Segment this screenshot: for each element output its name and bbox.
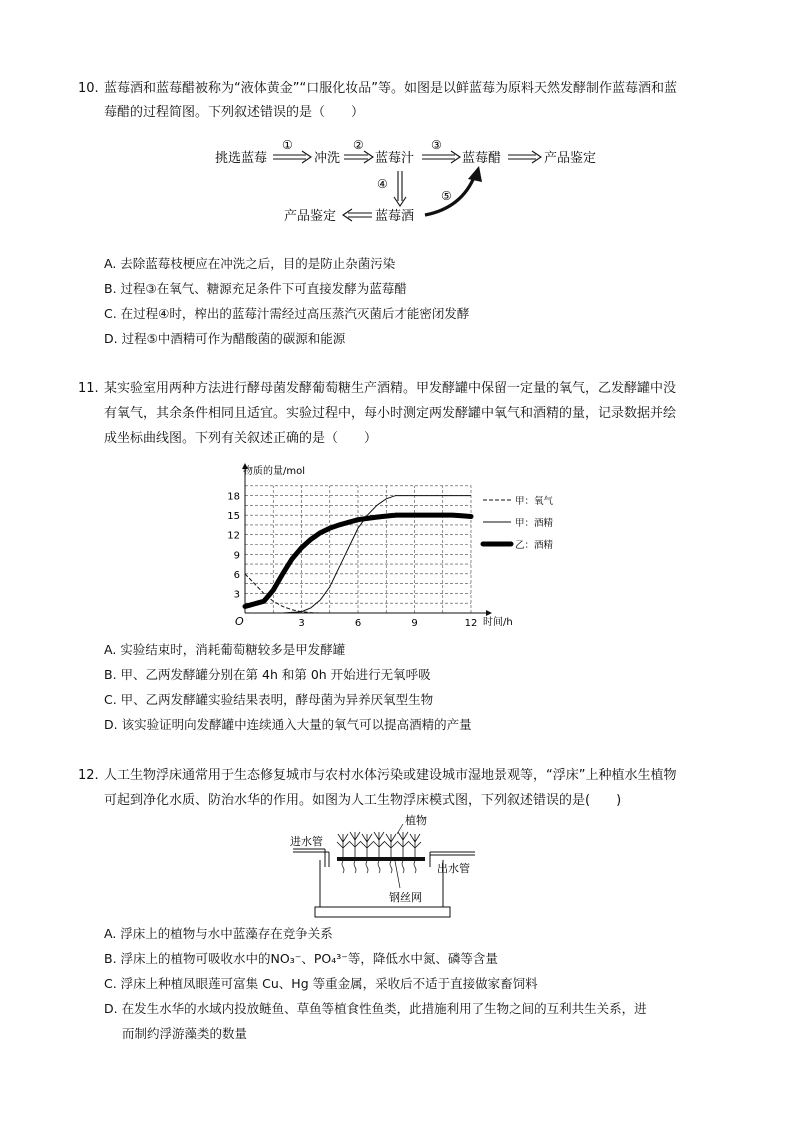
curved-arrow-head <box>468 166 482 182</box>
step-label-5: ⑤ <box>441 189 452 203</box>
option-b: B. 甲、乙两发酵罐分别在第 4h 和第 0h 开始进行无氧呼吸 <box>104 667 431 682</box>
label-outlet: 出水管 <box>437 862 470 875</box>
question-number: 10. <box>78 81 99 96</box>
double-arrow-2 <box>344 151 373 163</box>
step-label-1: ① <box>282 138 293 152</box>
option-d: D. 在发生水华的水域内投放鲢鱼、草鱼等植食性鱼类，此措施利用了生物之间的互利共生关系，进 <box>104 1001 647 1016</box>
option-a: A. 去除蓝莓枝梗应在冲洗之后，目的是防止杂菌污染 <box>104 256 396 271</box>
question-stem: 有氧气，其余条件相同且适宜。实验过程中，每小时测定两发酵罐中氧气和酒精的量，记录数据并绘 <box>104 406 677 421</box>
option-a: A. 实验结束时，消耗葡萄糖较多是甲发酵罐 <box>104 642 346 657</box>
flow-node-juice: 蓝莓汁 <box>375 151 415 166</box>
flow-node-identify-2: 产品鉴定 <box>284 209 337 224</box>
floating-bed <box>337 857 425 861</box>
double-arrow-down <box>394 171 406 206</box>
flow-node-identify: 产品鉴定 <box>544 151 597 166</box>
step-label-3: ③ <box>431 138 442 152</box>
double-arrow-1 <box>273 151 311 163</box>
tank-base <box>315 907 450 917</box>
question-stem: 蓝莓酒和蓝莓醋被称为“液体黄金”“口服化妆品”等。如图是以鲜蓝莓为原料天然发酵制作蓝莓酒和蓝 <box>104 81 677 96</box>
double-arrow-left <box>343 209 372 221</box>
x-tick-label: 9 <box>411 618 418 629</box>
step-label-4: ④ <box>377 177 388 191</box>
double-arrow-3 <box>422 151 460 163</box>
x-tick-label: 6 <box>354 618 362 629</box>
question-stem: 莓醋的过程简图。下列叙述错误的是（ ） <box>104 105 365 120</box>
y-axis-label: 物质的量/mol <box>243 466 306 477</box>
label-mesh: 钢丝网 <box>389 891 422 904</box>
step-label-2: ② <box>353 138 364 152</box>
origin-label: O <box>235 615 244 628</box>
y-tick-label: 18 <box>227 491 240 503</box>
option-b: B. 浮床上的植物可吸收水中的NO₃⁻、PO₄³⁻等，降低水中氮、磷等含量 <box>104 951 498 966</box>
legend-label-2: 乙：酒精 <box>515 540 554 551</box>
label-inlet: 进水管 <box>290 835 323 848</box>
question-stem: 可起到净化水质、防治水华的作用。如图为人工生物浮床模式图，下列叙述错误的是( ) <box>104 793 622 808</box>
option-c: C. 甲、乙两发酵罐实验结果表明，酵母菌为异养厌氧型生物 <box>104 692 434 707</box>
roots <box>342 861 416 873</box>
floating-bed-diagram <box>285 812 485 922</box>
flow-node-vinegar: 蓝莓醋 <box>462 151 502 166</box>
y-tick-label: 15 <box>227 511 240 523</box>
option-d: D. 过程⑤中酒精可作为醋酸菌的碳源和能源 <box>104 331 346 346</box>
legend-label-0: 甲：氧气 <box>515 496 554 507</box>
y-tick-label: 12 <box>227 530 240 542</box>
question-stem: 人工生物浮床通常用于生态修复城市与农村水体污染或建设城市湿地景观等，“浮床”上种植水生植物 <box>104 768 677 783</box>
option-c: C. 在过程④时，榨出的蓝莓汁需经过高压蒸汽灭菌后才能密闭发酵 <box>104 306 470 321</box>
y-tick-label: 3 <box>233 589 240 601</box>
double-arrow-4 <box>508 151 541 163</box>
legend-label-1: 甲：酒精 <box>515 518 554 529</box>
flow-node-select: 挑选蓝莓 <box>215 151 268 166</box>
flow-node-wine: 蓝莓酒 <box>375 209 415 224</box>
y-tick-label: 9 <box>233 550 240 562</box>
option-c: C. 浮床上种植凤眼莲可富集 Cu、Hg 等重金属，采收后不适于直接做家畜饲料 <box>104 976 538 991</box>
option-d: D. 该实验证明向发酵罐中连续通入大量的氧气可以提高酒精的产量 <box>104 717 472 732</box>
option-a: A. 浮床上的植物与水中蓝藻存在竞争关系 <box>104 926 333 941</box>
x-tick-label: 12 <box>464 618 478 629</box>
y-tick-label: 6 <box>233 569 240 581</box>
flow-diagram <box>200 133 620 233</box>
option-d-continued: 而制约浮游藻类的数量 <box>122 1026 248 1041</box>
question-stem: 成坐标曲线图。下列有关叙述正确的是（ ） <box>104 431 378 446</box>
line-chart <box>215 458 580 633</box>
x-tick-label: 3 <box>298 618 305 629</box>
x-axis-label: 时间/h <box>483 617 513 628</box>
plants <box>337 832 421 857</box>
flow-node-wash: 冲洗 <box>314 151 341 166</box>
label-plant: 植物 <box>405 814 427 827</box>
question-number: 12. <box>78 768 99 783</box>
question-number: 11. <box>78 381 99 396</box>
option-b: B. 过程③在氧气、糖源充足条件下可直接发酵为蓝莓醋 <box>104 281 407 296</box>
question-stem: 某实验室用两种方法进行酵母菌发酵葡萄糖生产酒精。甲发酵罐中保留一定量的氧气，乙发酵罐中没 <box>104 381 677 396</box>
